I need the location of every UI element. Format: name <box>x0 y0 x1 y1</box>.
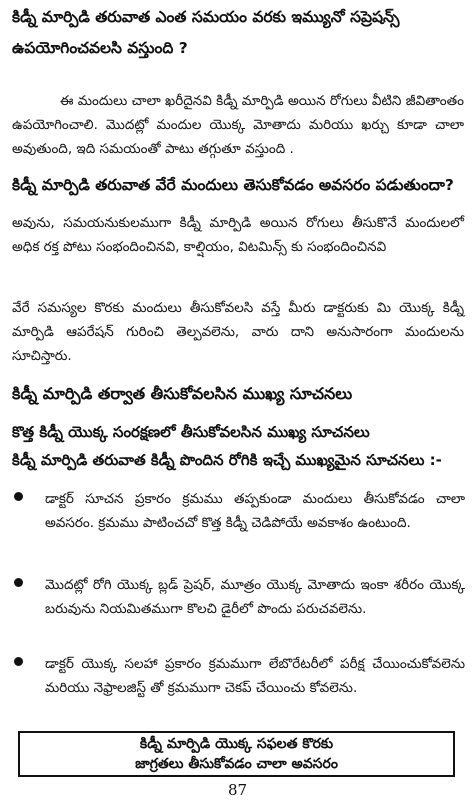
page-number: 87 <box>227 781 248 799</box>
highlight-box <box>18 731 455 777</box>
bullet-icon <box>14 492 23 501</box>
question-1-line-1: కిడ్నీ మార్పిడి తరువాత ఎంత సమయం వరకు ఇమ్యునో సప్రెషన్స్ <box>12 8 400 26</box>
question-heading-2: కిడ్నీ మార్పిడి తరువాత వేరే మందులు తెసుకోవడం అవసరం పడుతుందా? <box>12 176 454 194</box>
list-item-text: మొదట్లో రోగి యొక్క బ్లడ్ ప్రెషర్, మూత్రం యొక్క మోతాదు ఇంకా శరీరం యొక్క బరువును నియమితముగా కొలచి డైరీలో పొందు పరుచవలెను. <box>45 577 465 617</box>
question-heading-1 <box>12 2 464 64</box>
paragraph-3: వేరే సమస్యల కొరకు మందులు తీసుకోవలసి వస్తే మీరు డాక్టరుకు మి యొక్క కిడ్నీ మార్పిడి ఆపరేషన్ గురించి తెల్పవలెను, వారు దాని అనుసారంగా మందులను సూచిస్తారు. <box>12 300 464 364</box>
bullet-icon <box>14 657 23 666</box>
section-heading-2: కొత్త కిడ్నీ యొక్క సంరక్షణలో తీసుకోవలసిన ముఖ్య సూచనలు <box>12 423 370 441</box>
paragraph-1: ఈ మందులు చాలా ఖరీదైనవి కిడ్నీ మార్పిడి అయిన రోగులు వీటిని జీవితాంతం ఉపయోగించాలి. మొదట్లో మందుల యొక్క మోతాదు మరియు ఖర్చు కూడా చాలా అవుతుంది, ఇది సమయంతో పాటు తగ్గుతూ వస్తుంది . <box>12 93 464 157</box>
bullet-icon <box>14 578 23 587</box>
section-heading-3: కిడ్నీ మార్పిడి తరువాత కిడ్నీ పొందిన రోగికి ఇచ్చే ముఖ్యమైన సూచనలు :- <box>12 451 442 469</box>
list-item-text: డాక్టర్ యొక్క సలహా ప్రకారం క్రమముగా లేబొరేటరీలో పరీక్ష చేయించుకోవలెను మరియు నెఫ్రాలజిస్ట్ తో క్రమముగా చెకప్ చేయించు కోవలెను. <box>45 656 465 696</box>
highlight-box-line-2: జాగ్రతలు తీసుకోవడం చాలా అవసరం <box>135 756 338 772</box>
section-heading-1: కిడ్నీ మార్పిడి తర్వాత తీసుకోవలసిన ముఖ్య సూచనలు <box>12 384 353 403</box>
question-1-line-2: ఉపయోగించవలసి వస్తుంది ? <box>12 39 188 57</box>
list-item-text: డాక్టర్ సూచన ప్రకారం క్రమము తప్పకుండా మందులు తీసుకోవడం చాలా అవసరం. క్రమము పాటించచో కొత్త కిడ్నీ చెడిపోయే అవకాశం ఉంటుంది. <box>45 491 465 531</box>
paragraph-2: అవును, సమయనుకులముగా కిడ్నీ మార్పిడి అయిన రోగులు తీసుకొనే మందులలో అధిక రక్త పోటు సంభందించినవి, కాల్షియం, విటమిన్స్ కు సంభందించినవి <box>12 215 464 255</box>
highlight-box-line-1: కిడ్నీ మార్పిడి యొక్క సఫలత కొరకు <box>139 736 334 752</box>
